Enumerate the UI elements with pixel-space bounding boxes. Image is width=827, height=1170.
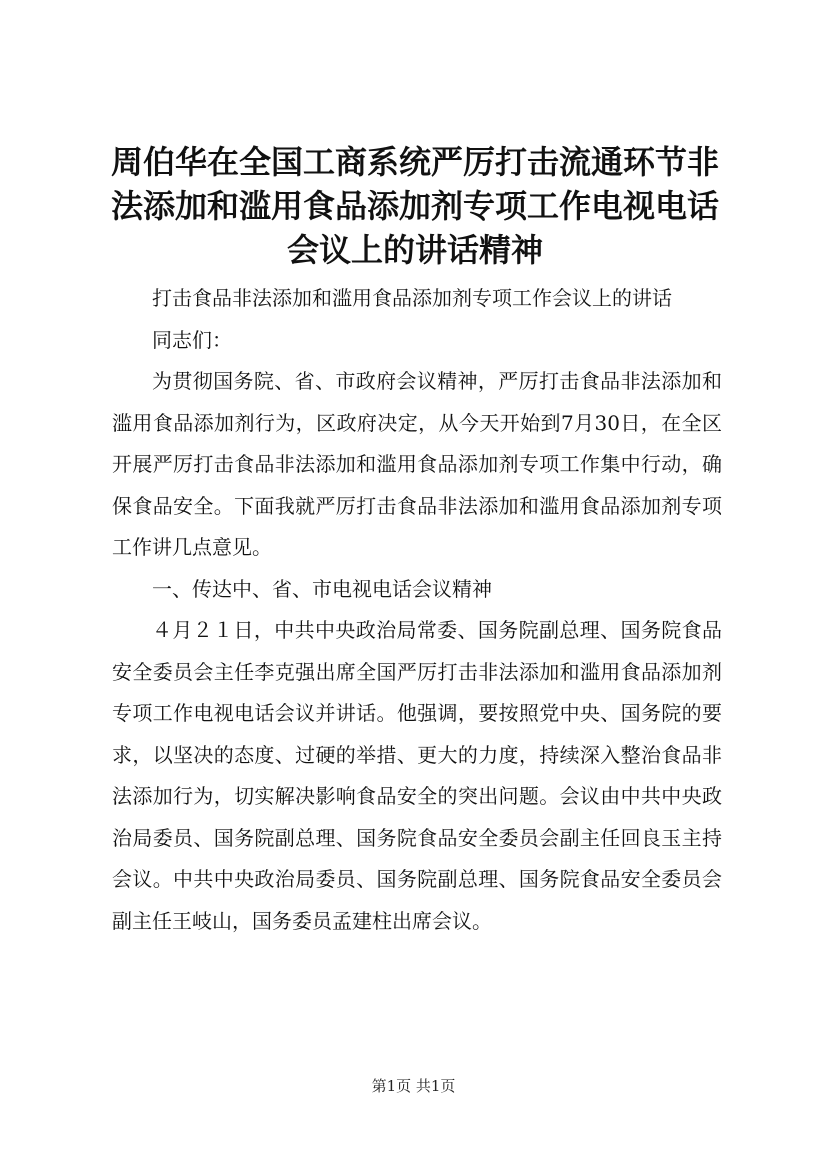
document-body — [112, 278, 722, 942]
page-number-footer: 第1页 共1页 — [371, 1077, 456, 1095]
paragraph-meeting-summary: ４月２１日，中共中央政治局常委、国务院副总理、国务院食品安全委员会主任李克强出席全国严厉打击非法添加和滥用食品添加剂专项工作电视电话会议并讲话。他强调，要按照党中央、国务院的要求，以坚决的态度、过硬的举措、更大的力度，持续深入整治食品非法添加行为，切实解决影响食品安全的突出问题。会议由中共中央政治局委员、国务院副总理、国务院食品安全委员会副主任回良玉主持会议。中共中央政治局委员、国务院副总理、国务院食品安全委员会副主任王岐山，国务委员孟建柱出席会议。 — [112, 618, 722, 933]
paragraph-salutation: 同志们： — [152, 327, 232, 352]
paragraph-intro: 为贯彻国务院、省、市政府会议精神，严厉打击食品非法添加和滥用食品添加剂行为，区政府决定，从今天开始到7月30日，在全区开展严厉打击食品非法添加和滥用食品添加剂专项工作集中行动，确保食品安全。下面我就严厉打击食品非法添加和滥用食品添加剂专项工作讲几点意见。 — [112, 369, 722, 559]
paragraph-speech-heading: 打击食品非法添加和滥用食品添加剂专项工作会议上的讲话 — [152, 286, 672, 310]
section-heading-1: 一、传达中、省、市电视电话会议精神 — [152, 576, 492, 601]
document-title: 周伯华在全国工商系统严厉打击流通环节非法添加和滥用食品添加剂专项工作电视电话会议上的讲话精神 — [110, 143, 719, 269]
